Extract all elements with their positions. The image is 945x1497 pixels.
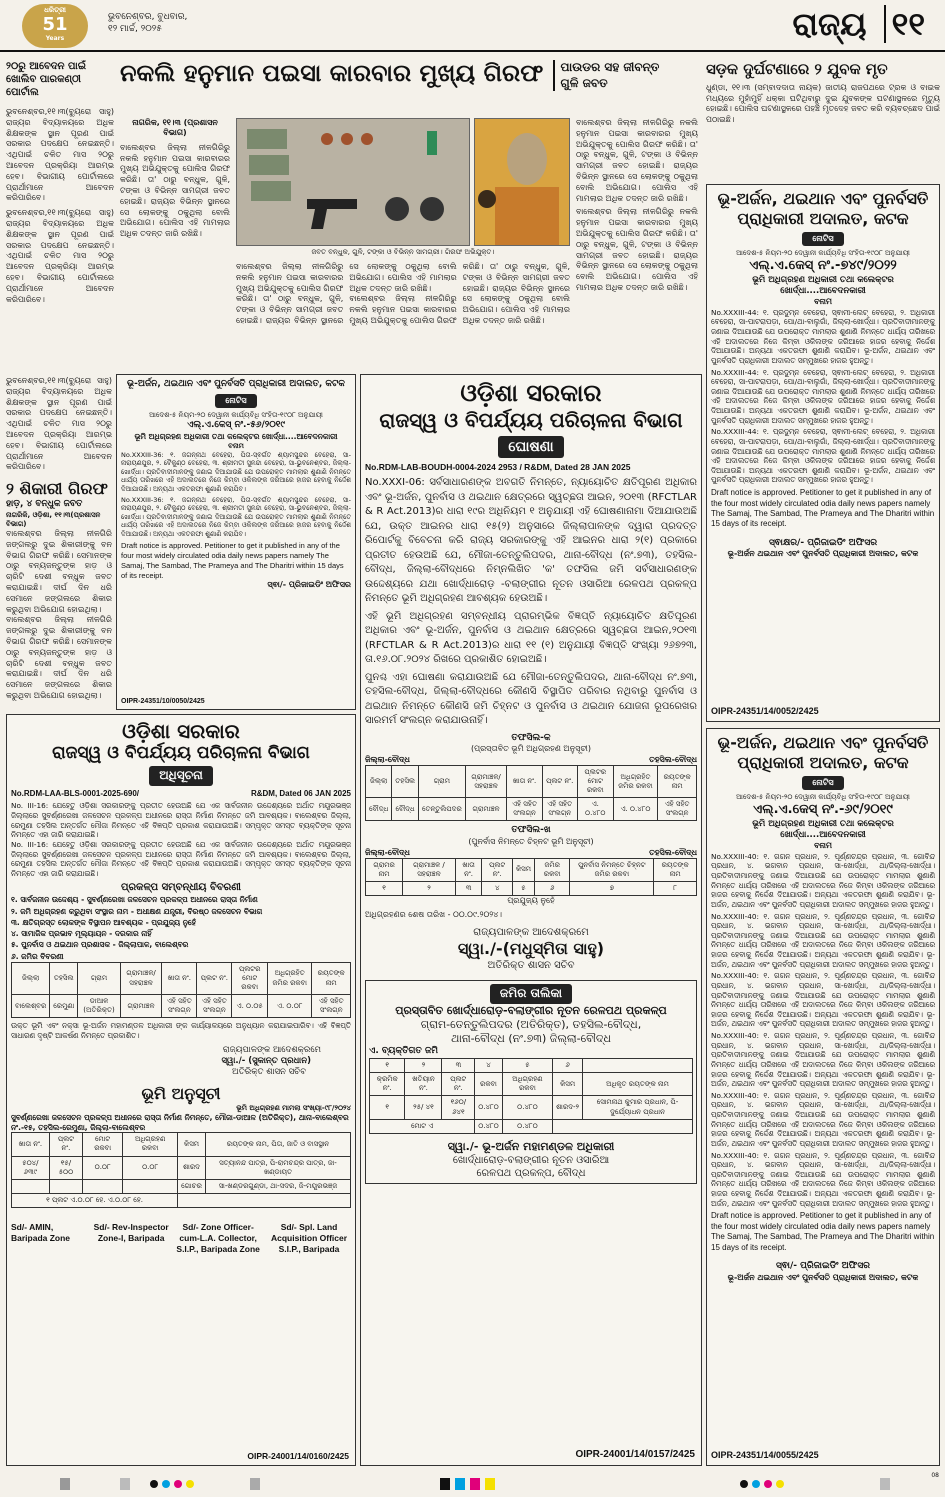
photo-caption: ଜବତ ବନ୍ଧୁକ, ଗୁଳି, ଟଙ୍କା ଓ ବିଭିନ୍ନ ସାମଗ୍ରୀ। ଗିରଫ ଅଭିଯୁକ୍ତ। bbox=[311, 248, 495, 256]
pistol-icon bbox=[307, 199, 357, 229]
table-header bbox=[12, 1133, 351, 1156]
schedule-table bbox=[11, 1132, 351, 1208]
adhisuchana-ref-right: R&DM, Dated 06 JAN 2025 bbox=[250, 788, 351, 798]
main-story-col-right bbox=[576, 118, 698, 372]
col-header: ଗ୍ରାମ bbox=[418, 766, 465, 798]
notice2-rule: ଆଦେଶ-୫ ନିୟମ-୨୦ ଦେୱାନୀ କାର୍ଯ୍ୟବିଧି ସଂହିତା-୧୯୦୮ ଅନୁଯାୟୀ bbox=[736, 793, 910, 802]
court-notice-2 bbox=[706, 728, 940, 1466]
notice2-body: No.XXXIII-40: ୧. ଗଗନ ପ୍ରଧାନ, ୨. ପୂର୍ଣ୍ଣଚନ୍ଦ୍ର ପ୍ରଧାନ, ୩. ଗୋବିନ୍ଦ ପ୍ରଧାନ, ୪. ଭଗବାନ ପ୍ରଧାନ, ସା-ଖୋର୍ଦ୍ଧା, ଥା/ଜିଲ୍ଲା-ଖୋର୍ଦ୍ଧା। ପ୍ରତିବାଦୀମାନଙ୍କୁ ଜଣାଇ ଦିଆଯାଉଛି ଯେ ଉପରୋକ୍ତ ମାମଲାର ଶୁଣାଣି ନିମନ୍ତେ ଧାର୍ଯ୍ୟ ତାରିଖରେ ଏହି ଅଦାଲତରେ ନିଜେ କିମ୍ବା ଓକିଲଙ୍କ ଜରିଆରେ ହାଜର ହେବାକୁ ନିର୍ଦ୍ଦେଶ ଦିଆଯାଉଛି। ଅନ୍ୟଥା ଏକତରଫା ଶୁଣାଣି କରାଯିବ। ଭୂ-ଅର୍ଜନ, ଥଇଥାନ ଏବଂ ପୁନର୍ବସତି ପ୍ରାଧିକାରୀ ଅଦାଲତ ସମ୍ମୁଖରେ ହାଜର ହୁଅନ୍ତୁ। bbox=[711, 851, 935, 909]
notice1-case: ଏଲ୍.ଏ.କେସ୍ ନଂ.-୭୪୯/୨୦୨୨ bbox=[749, 258, 897, 274]
notice1-english: Draft notice is approved. Petitioner to get it published in any of the four most widely circulated odia daily news papers namely The Samaj, The Sambad, The Prameya and The Dharitri within 15 days of its receipt. bbox=[711, 488, 935, 529]
col-header: ପ୍ଲଟର ମୋଟ ରକବା bbox=[232, 962, 268, 994]
col-number: ୨ bbox=[405, 1059, 442, 1073]
notice1-badge: ନୋଟିସ bbox=[802, 232, 843, 246]
table-cell: ୦.୪୮୦ bbox=[475, 1096, 503, 1119]
notice3-badge: ନୋଟିସ bbox=[215, 394, 256, 408]
col-header: ଖାତା ନଂ. bbox=[162, 962, 197, 994]
yellow-swatch bbox=[485, 1478, 495, 1490]
main-story-col1 bbox=[120, 118, 230, 372]
section-title bbox=[793, 4, 925, 46]
jami-sig3: ରେଳପଥ ପ୍ରକଳ୍ପ, ବୌଦ୍ଧ bbox=[476, 1168, 586, 1180]
jami-sig1: ସ୍ୱା./- ଭୂ-ଅର୍ଜନ ମହାମଣ୍ଡଳ ଅଧିକାରୀ bbox=[447, 1139, 615, 1153]
magenta-dot bbox=[174, 1480, 182, 1488]
list-item: ୧. ସାର୍ବଜନୀନ ଉଦ୍ଦେଶ୍ୟ - ସୁବର୍ଣ୍ଣରେଖା ଜଳସେଚନ ପ୍ରକଳ୍ପ ଅଧୀନରେ ରାସ୍ତା ନିର୍ମାଣ bbox=[11, 895, 258, 905]
print-registration-strip bbox=[0, 1470, 945, 1497]
adhisuchana-badge: ଅଧିସୂଚନା bbox=[149, 766, 213, 786]
list-item: ୬. ଜମିର ବିବରଣୀ bbox=[11, 951, 64, 961]
adhisuchana-signer: ସ୍ୱା./- (ସୁକାନ୍ତ ପ୍ରଧାନ) bbox=[221, 1055, 311, 1066]
notice2-sig1: ସ୍ଵା/- ପ୍ରିଜାଇଡିଂ ଅଫିସର bbox=[775, 1260, 871, 1271]
hunters-deck: ହାଡ଼, ୪ ବନ୍ଧୁକ ଜବତ bbox=[6, 499, 83, 510]
adhisuchana-dept: ରାଜସ୍ୱ ଓ ବିପର୍ଯ୍ୟୟ ପରିଚାଳନା ବିଭାଗ bbox=[52, 743, 310, 763]
col-header: ପ୍ଲଟ ନଂ. bbox=[197, 962, 232, 994]
ghoshana-ref: No.RDM-LAB-BOUDH-0004-2024 2953 / R&DM, Dated 28 JAN 2025 bbox=[365, 461, 631, 472]
dateline-city: ଭୁବନେଶ୍ବର, ବୁଧବାର, bbox=[108, 12, 188, 22]
table-row bbox=[12, 1179, 351, 1193]
tafsil-kha-tahasil: ତହସିଲ-ବୌଦ୍ଧ bbox=[649, 847, 697, 857]
notice3-case: ଏଲ୍.ଏ.କେସ୍ ନଂ.-୫୬/୨୦୧୯ bbox=[187, 420, 285, 431]
section-name: ରାଜ୍ୟ bbox=[792, 5, 867, 43]
ghoshana-notice bbox=[360, 374, 702, 1466]
ghoshana-deadline: ଅଧିଗ୍ରହଣର ଶେଷ ତାରିଖ - ୦୦.୦୯.୨୦୨୪। bbox=[365, 909, 502, 919]
court-notice-3 bbox=[116, 374, 356, 710]
col-header: ଅଧିଗ୍ରହିତ ଜମିର ରକବା bbox=[268, 962, 312, 994]
table-cell: ୧୫/ ୫୦୦ bbox=[49, 1156, 82, 1179]
seized-items-illustration bbox=[237, 119, 469, 245]
adhisuchana-items bbox=[11, 894, 351, 962]
adhisuchana-body: No. III-16: ଯେହେତୁ ଓଡ଼ିଶା ସରକାରଙ୍କୁ ପ୍ରତୀତ ହେଉଅଛି ଯେ ଏକ ସାର୍ବଜନୀନ ଉଦ୍ଦେଶ୍ୟରେ ଅର୍ଥାତ ମୟୂରଭଞ୍ଜ ଜିଲ୍ଲାରେ ସୁବର୍ଣ୍ଣରେଖା ଜଳସେଚନ ପ୍ରକଳ୍ପ ଅଧୀନରେ ରାସ୍ତା ନିର୍ମାଣ ନିମନ୍ତେ ଜମି ଆବଶ୍ୟକ। ବାଲେଶ୍ବର ଜିଲ୍ଲା, ରେମୁଣା ତହସିଲ ଅନ୍ତର୍ଗତ ମୌଜା ନିମନ୍ତେ ଏହି ବିଜ୍ଞପ୍ତି ପ୍ରକାଶ କରାଯାଉଅଛି। ସମ୍ପୃକ୍ତ ସମସ୍ତ ବ୍ୟକ୍ତିଙ୍କ ସୂଚନା ନିମନ୍ତେ ଏହା ଜାରି କରାଯାଇଛି। bbox=[11, 801, 351, 840]
table-cell: ୨୫/ ୪୧ bbox=[405, 1096, 442, 1119]
table-row bbox=[370, 1096, 693, 1119]
tafsil-kha-title: ତଫସିଲ-ଖ bbox=[511, 825, 551, 836]
list-item: ୫. ପୁନର୍ବାସ ଓ ଥଇଥାନ ପ୍ରଶାସକ - ଜିଲ୍ଲାପାଳ, ବାଲେଶ୍ବର bbox=[11, 940, 189, 950]
adhisuchana-notice bbox=[6, 714, 356, 1466]
portal-body-cont: ଭୁବନେଶ୍ବର,୧୧।୩(ବ୍ୟୁରୋ ସାହୁ) ରାଜ୍ୟର ବିଦ୍ୟାଳୟରେ ଅଧିକ ଶିକ୍ଷକଙ୍କ ସ୍ଥାନ ପୂରଣ ପାଇଁ ସରକାର ପଦକ୍ଷେପ ନେଇଛନ୍ତି। ଏଥିପାଇଁ ଚଳିତ ମାସ ୨୦ରୁ ଆବେଦନ ପ୍ରକ୍ରିୟା ଆରମ୍ଭ ହେବ। ବିଭାଗୀୟ ପୋର୍ଟାଲରେ ପ୍ରାର୍ଥୀମାନେ ଆବେଦନ କରିପାରିବେ। bbox=[6, 208, 114, 304]
main-dateline: ନାଗରିକ, ୧୧।୩ (ପ୍ରଶାସନ ବିଭାଗ) bbox=[132, 118, 218, 138]
table-cell: ୫୦୪/ ୬୩୯ bbox=[12, 1156, 50, 1179]
notice2-body-cont2: No.XXXIII-40: ୧. ଗଗନ ପ୍ରଧାନ, ୨. ପୂର୍ଣ୍ଣଚନ୍ଦ୍ର ପ୍ରଧାନ, ୩. ଗୋବିନ୍ଦ ପ୍ରଧାନ, ୪. ଭଗବାନ ପ୍ରଧାନ, ସା-ଖୋର୍ଦ୍ଧା, ଥା/ଜିଲ୍ଲା-ଖୋର୍ଦ୍ଧା। ପ୍ରତିବାଦୀମାନଙ୍କୁ ଜଣାଇ ଦିଆଯାଉଛି ଯେ ଉପରୋକ୍ତ ମାମଲାର ଶୁଣାଣି ନିମନ୍ତେ ଧାର୍ଯ୍ୟ ତାରିଖରେ ଏହି ଅଦାଲତରେ ନିଜେ କିମ୍ବା ଓକିଲଙ୍କ ଜରିଆରେ ହାଜର ହେବାକୁ ନିର୍ଦ୍ଦେଶ ଦିଆଯାଉଛି। ଅନ୍ୟଥା ଏକତରଫା ଶୁଣାଣି କରାଯିବ। ଭୂ-ଅର୍ଜନ, ଥଇଥାନ ଏବଂ ପୁନର୍ବସତି ପ୍ରାଧିକାରୀ ଅଦାଲତ ସମ୍ମୁଖରେ ହାଜର ହୁଅନ୍ତୁ। bbox=[711, 971, 935, 1029]
main-story-cols bbox=[236, 262, 570, 372]
tafsil-ka-table bbox=[365, 765, 697, 821]
tafsil-ka-sub: (ପ୍ରସ୍ତାବିତ ଭୂମି ଅଧିଗ୍ରହଣ ଅନୁସୂଚୀ) bbox=[470, 744, 592, 754]
seized-items-photo bbox=[236, 118, 470, 246]
notice1-versus: ବନାମ bbox=[814, 297, 832, 307]
coin bbox=[361, 133, 373, 145]
notice2-title-2: ପ୍ରାଧିକାରୀ ଅଦାଲତ, କଟକ bbox=[737, 753, 909, 772]
table-cell: ଏହି ସହିତ ସଂଲଗ୍ନ bbox=[542, 798, 577, 821]
table-cell: ୪ bbox=[482, 882, 513, 896]
adhisuchana-subhead: ପ୍ରକଳ୍ପ ସମ୍ବନ୍ଧୀୟ ବିବରଣୀ bbox=[121, 882, 241, 894]
col-header: ଅଧିଗ୍ରହଣ ରକବା bbox=[123, 1133, 178, 1156]
table-cell: ସତ୍ୟାନନ୍ଦ ପାତ୍ର, ପି-ରାମଚନ୍ଦ୍ର ପାତ୍ର, ଜା-ଖଣ୍ଡାୟତ bbox=[205, 1156, 350, 1179]
notice3-sig: ସ୍ଵା/- ପ୍ରିଜାଇଡିଂ ଅଫିସର bbox=[267, 580, 351, 590]
col-header: ଗ୍ରାମର ନାମ bbox=[366, 858, 403, 881]
adhisuchana-code: OIPR-24001/14/0160/2425 bbox=[247, 1450, 349, 1461]
tafsil-ka-title: ତଫସିଲ-କ bbox=[511, 732, 551, 743]
col-header: କିସମ bbox=[553, 1073, 583, 1096]
tafsil-kha-district: ଜିଲ୍ଲା-ବୌଦ୍ଧ bbox=[365, 847, 410, 857]
hunters-headline: ୨ ଶିକାରୀ ଗିରଫ bbox=[6, 479, 108, 499]
adhisuchana-closing: ଉକ୍ତ ଭୂମି ଏବଂ ନକ୍ସା ଭୂ-ଅର୍ଜନ ମହାମଣ୍ଡଳ ଅଧିକାରୀ ଙ୍କ କାର୍ଯ୍ୟାଳୟରେ ଅନୁଧ୍ୟାନ କରାଯାଇପାରିବ। ଏହି ବିଜ୍ଞପ୍ତି ସାଧାରଣ ଦୃଷ୍ଟି ଆକର୍ଷଣ ନିମନ୍ତେ ପ୍ରକାଶିତ। bbox=[11, 1021, 351, 1040]
accident-story bbox=[706, 60, 940, 182]
tafsil-ka-labels bbox=[365, 755, 697, 765]
logo-number: 51 bbox=[42, 14, 68, 36]
table-cell: ବାଲେଶ୍ବର bbox=[12, 995, 50, 1018]
page-header bbox=[0, 0, 945, 52]
adhisuchana-body-cont: No. III-16: ଯେହେତୁ ଓଡ଼ିଶା ସରକାରଙ୍କୁ ପ୍ରତୀତ ହେଉଅଛି ଯେ ଏକ ସାର୍ବଜନୀନ ଉଦ୍ଦେଶ୍ୟରେ ଅର୍ଥାତ ମୟୂରଭଞ୍ଜ ଜିଲ୍ଲାରେ ସୁବର୍ଣ୍ଣରେଖା ଜଳସେଚନ ପ୍ରକଳ୍ପ ଅଧୀନରେ ରାସ୍ତା ନିର୍ମାଣ ନିମନ୍ତେ ଜମି ଆବଶ୍ୟକ। ବାଲେଶ୍ବର ଜିଲ୍ଲା, ରେମୁଣା ତହସିଲ ଅନ୍ତର୍ଗତ ମୌଜା ନିମନ୍ତେ ଏହି ବିଜ୍ଞପ୍ତି ପ୍ରକାଶ କରାଯାଉଅଛି। ସମ୍ପୃକ୍ତ ସମସ୍ତ ବ୍ୟକ୍ତିଙ୍କ ସୂଚନା ନିମନ୍ତେ ଏହା ଜାରି କରାଯାଇଛି। bbox=[11, 839, 351, 878]
notice1-body-cont2: No.XXXIII-44: ୧. ପ୍ରଦୁମ୍ନ ବେହେରା, ସ୍ଵାମୀ-ଲେଟ୍ ବେହେରା, ୨. ଅଧିକାରୀ ବେହେରା, ସା-ପାଟରାପଡ଼ା, ପୋ/ଥା-ବାଲୁଗାଁ, ଜିଲ୍ଲା-ଖୋର୍ଦ୍ଧା। ପ୍ରତିବାଦୀମାନଙ୍କୁ ଜଣାଇ ଦିଆଯାଉଛି ଯେ ଉପରୋକ୍ତ ମାମଲାର ଶୁଣାଣି ନିମନ୍ତେ ଧାର୍ଯ୍ୟ ତାରିଖରେ ଏହି ଅଦାଲତରେ ନିଜେ କିମ୍ବା ଓକିଲଙ୍କ ଜରିଆରେ ହାଜର ହେବାକୁ ନିର୍ଦ୍ଦେଶ ଦିଆଯାଉଛି। ଅନ୍ୟଥା ଏକତରଫା ଶୁଣାଣି କରାଯିବ। ଭୂ-ଅର୍ଜନ, ଥଇଥାନ ଏବଂ ପୁନର୍ବସତି ପ୍ରାଧିକାରୀ ଅଦାଲତ ସମ୍ମୁଖରେ ହାଜର ହୁଅନ୍ତୁ। bbox=[711, 427, 935, 485]
total-label: ମୋଟ ଏ bbox=[370, 1119, 475, 1133]
col-header: ଗ୍ରାମାଞ୍ଚଳ/ ସହରାଞ୍ଚଳ bbox=[465, 766, 507, 798]
table-cell: ଏହି ସହିତ ସଂଲଗ୍ନ bbox=[162, 995, 197, 1018]
total-cell: ୦.୪୮୦ bbox=[502, 1119, 552, 1133]
ghoshana-signer-title: ଅତିରିକ୍ତ ଶାସନ ସଚିବ bbox=[487, 960, 575, 971]
cyan-swatch bbox=[455, 1478, 465, 1490]
tafsil-kha-sub: (ପୁନର୍ବାସ ନିମନ୍ତେ ଚିହ୍ନଟ ଭୂମି ଅନୁସୂଚୀ) bbox=[468, 837, 594, 847]
col-header: ଖାତା ନଂ. bbox=[455, 858, 482, 881]
table-cell: ୩ bbox=[455, 882, 482, 896]
masked-head bbox=[507, 133, 547, 185]
notice2-title-1: ଭୂ-ଅର୍ଜନ, ଥଇଥାନ ଏବଂ ପୁନର୍ବସତି bbox=[717, 733, 929, 752]
col-header: କିସମ bbox=[178, 1133, 206, 1156]
grey-swatch bbox=[60, 1478, 70, 1490]
table-cell: ୦.୦୮ bbox=[83, 1156, 123, 1179]
ghoshana-body-2: ଏହି ଭୂମି ଅଧିଗ୍ରହଣ ସମ୍ବନ୍ଧୀୟ ପ୍ରାରମ୍ଭିକ ବିଜ୍ଞପ୍ତି ନ୍ୟାୟୋଚିତ କ୍ଷତିପୂରଣ ଅଧିକାର ଏବଂ ଭୂ-ଅର୍ଜନ, ପୁନର୍ବାସ ଓ ଥଇଥାନ କ୍ଷେତ୍ରରେ ସ୍ୱଚ୍ଛତା ଆଇନ,୨୦୧୩ (RFCTLAR & R Act.2013)ର ଧାରା ୧୧ (୧) ଅନୁଯାୟୀ ବିଜ୍ଞପ୍ତି ସଂଖ୍ୟା ୨୬୭୨୩, ତା.୧୬.୦୮.୨୦୨୪ ରିଖରେ ପ୍ରକାଶିତ ହୋଇଅଛି। bbox=[365, 610, 697, 666]
ghoshana-badge: ଘୋଷଣା bbox=[498, 436, 563, 458]
col-number: ୩ bbox=[442, 1059, 475, 1073]
accident-headline: ସଡ଼କ ଦୁର୍ଘଟଣାରେ ୨ ଯୁବକ ମୃତ bbox=[706, 60, 888, 78]
notice3-versus: ବନାମ bbox=[228, 441, 244, 450]
notice1-title-1: ଭୂ-ଅର୍ଜନ, ଥଇଥାନ ଏବଂ ପୁନର୍ବସତି bbox=[717, 189, 929, 208]
black-swatch bbox=[440, 1478, 450, 1490]
table-cell: ସୋମନାଥ କୁମାର ପ୍ରଧାନ, ପି-ଦୁର୍ଯ୍ୟୋଧନ ପ୍ରଧାନ bbox=[583, 1096, 693, 1119]
schedule-sub: ଭୂମି ଅଧିଗ୍ରହଣ ମାମଲା ସଂଖ୍ୟା-୯୮/୨୦୨୪ bbox=[236, 1103, 351, 1112]
col-header: ଜମିର ରକବା bbox=[534, 858, 569, 881]
list-item: ୪. ସାମାଜିକ ପ୍ରଭାବ ମୂଲ୍ୟାୟନ - ଦରକାର ନାହିଁ bbox=[11, 929, 152, 939]
shirt bbox=[495, 187, 559, 245]
col-header: କିସମ bbox=[512, 858, 534, 881]
col-header: ଖତିୟାନ ନଂ. bbox=[405, 1073, 442, 1096]
adhisuchana-signatures bbox=[11, 1222, 351, 1255]
notice1-parties: ଭୂମି ଅଧିଗ୍ରହଣ ଅଧିକାରୀ ତଥା କଲେକ୍ଟର ଖୋର୍ଦ୍ଧା....ଆବେଦନକାରୀ bbox=[752, 275, 894, 297]
bottle bbox=[427, 131, 437, 155]
col-header: ପ୍ଲଟ ନଂ. bbox=[49, 1133, 82, 1156]
tafsil-kha-table bbox=[365, 858, 697, 896]
table-cell: ଏ. ୦.୦୫ bbox=[232, 995, 268, 1018]
notice2-body-cont: No.XXXIII-40: ୧. ଗଗନ ପ୍ରଧାନ, ୨. ପୂର୍ଣ୍ଣଚନ୍ଦ୍ର ପ୍ରଧାନ, ୩. ଗୋବିନ୍ଦ ପ୍ରଧାନ, ୪. ଭଗବାନ ପ୍ରଧାନ, ସା-ଖୋର୍ଦ୍ଧା, ଥା/ଜିଲ୍ଲା-ଖୋର୍ଦ୍ଧା। ପ୍ରତିବାଦୀମାନଙ୍କୁ ଜଣାଇ ଦିଆଯାଉଛି ଯେ ଉପରୋକ୍ତ ମାମଲାର ଶୁଣାଣି ନିମନ୍ତେ ଧାର୍ଯ୍ୟ ତାରିଖରେ ଏହି ଅଦାଲତରେ ନିଜେ କିମ୍ବା ଓକିଲଙ୍କ ଜରିଆରେ ହାଜର ହେବାକୁ ନିର୍ଦ୍ଦେଶ ଦିଆଯାଉଛି। ଅନ୍ୟଥା ଏକତରଫା ଶୁଣାଣି କରାଯିବ। ଭୂ-ଅର୍ଜନ, ଥଇଥାନ ଏବଂ ପୁନର୍ବସତି ପ୍ରାଧିକାରୀ ଅଦାଲତ ସମ୍ମୁଖରେ ହାଜର ହୁଅନ୍ତୁ। bbox=[711, 911, 935, 969]
portal-news bbox=[6, 60, 114, 372]
table-cell bbox=[49, 1179, 82, 1193]
table-header bbox=[366, 766, 697, 798]
ghoshana-dept: ରାଜସ୍ୱ ଓ ବିପର୍ଯ୍ୟୟ ପରିଚାଳନା ବିଭାଗ bbox=[379, 407, 683, 432]
magenta-swatch bbox=[470, 1478, 480, 1490]
table-row bbox=[12, 1156, 351, 1179]
table-cell: ଗୋଚର bbox=[178, 1179, 206, 1193]
main-body-2: ବାଲେଶ୍ବର ଜିଲ୍ଲା ନୀଳଗିରିରୁ ନକଲି ହନୁମାନ ପଇସା କାରବାରର ମୁଖ୍ୟ ଅଭିଯୁକ୍ତକୁ ପୋଲିସ ଗିରଫ କରିଛି। ତା' ଠାରୁ ବନ୍ଧୁକ, ଗୁଳି, ଟଙ୍କା ଓ ବିଭିନ୍ନ ସାମଗ୍ରୀ ଜବତ ହୋଇଛି। ରାଜ୍ୟର ବିଭିନ୍ନ ସ୍ଥାନରେ ସେ ଲୋକଙ୍କୁ ଠକୁଥିଲା ବୋଲି ଅଭିଯୋଗ। ପୋଲିସ ଏହି ମାମଲାର ଅଧିକ ତଦନ୍ତ ଜାରି ରଖିଛି। bbox=[236, 262, 457, 325]
notice3-title: ଭୂ-ଅର୍ଜନ, ଥଇଥାନ ଏବଂ ପୁନର୍ବସତି ପ୍ରାଧିକାରୀ ଅଦାଲତ, କଟକ bbox=[127, 379, 345, 389]
notice2-code: OIPR-24351/14/0055/2425 bbox=[711, 1450, 819, 1461]
cash-bundle bbox=[247, 129, 287, 149]
schedule-line: ସୁବର୍ଣ୍ଣରେଖା ଜଳସେଚନ ପ୍ରକଳ୍ପ ଅଧୀନରେ ରାସ୍ତା ନିର୍ମାଣ ନିମନ୍ତେ, ମୌଜା-ଡାଆଳ (ଅତିରିକ୍ତ), ଥାନା-ବାଲେଶ୍ବର ନଂ.-୧୫, ତହସିଲ-ରେମୁଣା, ଜିଲ୍ଲା-ବାଲେଶ୍ବର bbox=[11, 1112, 349, 1132]
main-deck: ପାଉଡର ସହ ଜୀବନ୍ତ ଗୁଳି ଜବତ bbox=[553, 60, 673, 91]
table-cell: ୧୬୦/ ୬୪୧ bbox=[442, 1096, 475, 1119]
total-cell: ୧ ପ୍ଲଟ ଏ.୦.୦୮ ହେ. ଏ.୦.୦୮ ହେ. bbox=[12, 1193, 178, 1207]
table-cell: ଏହି ସହିତ ସଂଲଗ୍ନ bbox=[312, 995, 351, 1018]
court-notice-1 bbox=[706, 184, 940, 722]
sign-block: Sd/- AMIN, Baripada Zone bbox=[11, 1221, 71, 1243]
notice3-parties: ଭୂମି ଅଧିଗ୍ରହଣ ଅଧିକାରୀ ତଥା କଲେକ୍ଟର ଖୋର୍ଦ୍ଧା....ଆବେଦନକାରୀ bbox=[134, 431, 338, 441]
col-header: ପ୍ଲଟ ନଂ. bbox=[482, 858, 513, 881]
page-mark: 08 bbox=[931, 1472, 939, 1479]
page-number: ୧୧ bbox=[891, 5, 925, 43]
col-header: ରୟତଙ୍କ ନାମ bbox=[312, 962, 351, 994]
col-header: ରୟତଙ୍କ ନାମ, ପିତା, ଜାତି ଓ ବାସସ୍ଥାନ bbox=[205, 1133, 350, 1156]
col-header: ଅଧିକୃତ ରୟତଙ୍କ ନାମ bbox=[583, 1073, 693, 1096]
table-cell bbox=[178, 1193, 351, 1207]
notice1-body: No.XXXIII-44: ୧. ପ୍ରଦୁମ୍ନ ବେହେରା, ସ୍ଵାମୀ-ଲେଟ୍ ବେହେରା, ୨. ଅଧିକାରୀ ବେହେରା, ସା-ପାଟରାପଡ଼ା, ପୋ/ଥା-ବାଲୁଗାଁ, ଜିଲ୍ଲା-ଖୋର୍ଦ୍ଧା। ପ୍ରତିବାଦୀମାନଙ୍କୁ ଜଣାଇ ଦିଆଯାଉଛି ଯେ ଉପରୋକ୍ତ ମାମଲାର ଶୁଣାଣି ନିମନ୍ତେ ଧାର୍ଯ୍ୟ ତାରିଖରେ ଏହି ଅଦାଲତରେ ନିଜେ କିମ୍ବା ଓକିଲଙ୍କ ଜରିଆରେ ହାଜର ହେବାକୁ ନିର୍ଦ୍ଦେଶ ଦିଆଯାଉଛି। ଅନ୍ୟଥା ଏକତରଫା ଶୁଣାଣି କରାଯିବ। ଭୂ-ଅର୍ଜନ, ଥଇଥାନ ଏବଂ ପୁନର୍ବସତି ପ୍ରାଧିକାରୀ ଅଦାଲତ ସମ୍ମୁଖରେ ହାଜର ହୁଅନ୍ତୁ। bbox=[711, 307, 935, 365]
col-number: ୧ bbox=[370, 1059, 405, 1073]
col-number: ୫ bbox=[502, 1059, 552, 1073]
ghoshana-body-1: No.XXXI-06: ସର୍ବସାଧାରଣଙ୍କ ଅବଗତି ନିମନ୍ତେ, ନ୍ୟାୟୋଚିତ କ୍ଷତିପୂରଣ ଅଧିକାର ଏବଂ ଭୂ-ଅର୍ଜନ, ପୁନର୍ବାସ ଓ ଥଇଥାନ କ୍ଷେତ୍ରରେ ସ୍ୱଚ୍ଛତା ଆଇନ, ୨୦୧୩ (RFCTLAR & R Act.2013)ର ଧାରା ୧୯ର ଅଧିନିୟମ ୧ ଅନୁଯାୟୀ ଏହି ଘୋଷଣାନାମା ଦିଆଯାଉଅଛି ଯେ, ଉକ୍ତ ଆଇନର ଧାରା ୧୫(୨) ଅନୁସାରେ ଜିଲ୍ଲାପାଳଙ୍କ ଦ୍ୱାରା ପ୍ରଦତ୍ତ ରିପୋର୍ଟକୁ ବିବେଚନା କରି ରାଜ୍ୟ ସରକାରଙ୍କୁ ଏହି ଆଇନର ଧାରା ୨(୧) ପ୍ରକାରେ ପ୍ରତୀତ ହେଉଅଛି ଯେ, ମୌଜା-ତେନ୍ତୁଲିପଦର, ଥାନା-ବୌଦ୍ଧ (ନଂ.୭୩), ତହସିଲ-ବୌଦ୍ଧ, ଜିଲ୍ଲା-ବୌଦ୍ଧରେ ନିମ୍ନଲିଖିତ 'କ' ତଫସିଲ ଜମି ସର୍ବସାଧାରଣଙ୍କ ଉଦ୍ଦେଶ୍ୟରେ ଯଥା ଖୋର୍ଦ୍ଧାରୋଡ଼ -ବଲାଙ୍ଗୀର ନୂତନ ଓସାରିଆ ରେଳପଥ ପ୍ରକଳ୍ପ ନିମନ୍ତେ ଭୂମି ଅଧିଗ୍ରହଣ ଆବଶ୍ୟକ ହେଉଅଛି। bbox=[365, 477, 697, 605]
jami-thana: ଥାନା-ବୌଦ୍ଧ (ନଂ.୭୩) ଜିଲ୍ଲା-ବୌଦ୍ଧ bbox=[451, 1032, 611, 1046]
portal-body: ଭୁବନେଶ୍ବର,୧୧।୩(ବ୍ୟୁରୋ ସାହୁ) ରାଜ୍ୟର ବିଦ୍ୟାଳୟରେ ଅଧିକ ଶିକ୍ଷକଙ୍କ ସ୍ଥାନ ପୂରଣ ପାଇଁ ସରକାର ପଦକ୍ଷେପ ନେଇଛନ୍ତି। ଏଥିପାଇଁ ଚଳିତ ମାସ ୨୦ରୁ ଆବେଦନ ପ୍ରକ୍ରିୟା ଆରମ୍ଭ ହେବ। ବିଭାଗୀୟ ପୋର୍ଟାଲରେ ପ୍ରାର୍ଥୀମାନେ ଆବେଦନ କରିପାରିବେ। bbox=[6, 107, 114, 203]
table-cell: ଏ. ୦.୪୮୦ bbox=[577, 798, 613, 821]
ghoshana-order: ରାଜ୍ୟପାଳଙ୍କ ଆଦେଶକ୍ରମେ bbox=[473, 927, 589, 938]
notice2-badge: ନୋଟିସ bbox=[802, 776, 843, 790]
col-header: ରୟତଙ୍କ ନାମ bbox=[658, 766, 697, 798]
yellow-dot bbox=[186, 1480, 194, 1488]
table-cell: ଶାରଦ-୨ bbox=[553, 1096, 583, 1119]
main-body-1: ବାଲେଶ୍ବର ଜିଲ୍ଲା ନୀଳଗିରିରୁ ନକଲି ହନୁମାନ ପଇସା କାରବାରର ମୁଖ୍ୟ ଅଭିଯୁକ୍ତକୁ ପୋଲିସ ଗିରଫ କରିଛି। ତା' ଠାରୁ ବନ୍ଧୁକ, ଗୁଳି, ଟଙ୍କା ଓ ବିଭିନ୍ନ ସାମଗ୍ରୀ ଜବତ ହୋଇଛି। ରାଜ୍ୟର ବିଭିନ୍ନ ସ୍ଥାନରେ ସେ ଲୋକଙ୍କୁ ଠକୁଥିଲା ବୋଲି ଅଭିଯୋଗ। ପୋଲିସ ଏହି ମାମଲାର ଅଧିକ ତଦନ୍ତ ଜାରି ରଖିଛି। bbox=[120, 142, 230, 239]
notice3-body: No.XXXIII-36: ୧. ଜଗନ୍ନାଥ ବେହେରା, ପିତା-ସ୍ଵର୍ଗତ ଶ୍ୟାମସୁନ୍ଦର ବେହେରା, ସା-ନାରାୟଣପୁର, ୨. ବୈକୁଣ୍ଠ ବେହେରା, ୩. ଶ୍ରୀମତୀ ସୁନନ୍ଦା ବେହେରା, ସା-ଭୁବନେଶ୍ବର, ଜିଲ୍ଲା-ଖୋର୍ଦ୍ଧା। ପ୍ରତିବାଦୀମାନଙ୍କୁ ଜଣାଇ ଦିଆଯାଉଛି ଯେ ଉପରୋକ୍ତ ମାମଲାର ଶୁଣାଣି ନିମନ୍ତେ ଧାର୍ଯ୍ୟ ତାରିଖରେ ଏହି ଅଦାଲତରେ ନିଜେ କିମ୍ବା ଓକିଲଙ୍କ ଜରିଆରେ ହାଜର ହେବାକୁ ନିର୍ଦ୍ଦେଶ ଦିଆଯାଉଛି। ଅନ୍ୟଥା ଏକତରଫା ଶୁଣାଣି କରାଯିବ। bbox=[121, 450, 351, 494]
notice3-body-cont: No.XXXIII-36: ୧. ଜଗନ୍ନାଥ ବେହେରା, ପିତା-ସ୍ଵର୍ଗତ ଶ୍ୟାମସୁନ୍ଦର ବେହେରା, ସା-ନାରାୟଣପୁର, ୨. ବୈକୁଣ୍ଠ ବେହେରା, ୩. ଶ୍ରୀମତୀ ସୁନନ୍ଦା ବେହେରା, ସା-ଭୁବନେଶ୍ବର, ଜିଲ୍ଲା-ଖୋର୍ଦ୍ଧା। ପ୍ରତିବାଦୀମାନଙ୍କୁ ଜଣାଇ ଦିଆଯାଉଛି ଯେ ଉପରୋକ୍ତ ମାମଲାର ଶୁଣାଣି ନିମନ୍ତେ ଧାର୍ଯ୍ୟ ତାରିଖରେ ଏହି ଅଦାଲତରେ ନିଜେ କିମ୍ବା ଓକିଲଙ୍କ ଜରିଆରେ ହାଜର ହେବାକୁ ନିର୍ଦ୍ଦେଶ ଦିଆଯାଉଛି। ଅନ୍ୟଥା ଏକତରଫା ଶୁଣାଣି କରାଯିବ। bbox=[121, 495, 351, 538]
adhisuchana-signer-title: ଅତିରିକ୍ତ ଶାସନ ସଚିବ bbox=[232, 1066, 306, 1077]
jami-title: ଜମିର ତାଲିକା bbox=[490, 984, 572, 1004]
main-body-4: ବାଲେଶ୍ବର ଜିଲ୍ଲା ନୀଳଗିରିରୁ ନକଲି ହନୁମାନ ପଇସା କାରବାରର ମୁଖ୍ୟ ଅଭିଯୁକ୍ତକୁ ପୋଲିସ ଗିରଫ କରିଛି। ତା' ଠାରୁ ବନ୍ଧୁକ, ଗୁଳି, ଟଙ୍କା ଓ ବିଭିନ୍ନ ସାମଗ୍ରୀ ଜବତ ହୋଇଛି। ରାଜ୍ୟର ବିଭିନ୍ନ ସ୍ଥାନରେ ସେ ଲୋକଙ୍କୁ ଠକୁଥିଲା ବୋଲି ଅଭିଯୋଗ। ପୋଲିସ ଏହି ମାମଲାର ଅଧିକ ତଦନ୍ତ ଜାରି ରଖିଛି। bbox=[576, 118, 698, 203]
adhisuchana-table bbox=[11, 962, 351, 1018]
col-number bbox=[583, 1059, 693, 1073]
col-number: ୬ bbox=[553, 1059, 583, 1073]
sign-block: Sd/- Spl. Land Acquisition Officer S.I.P., Baripada bbox=[271, 1221, 348, 1254]
adhisuchana-ref-left: No.RDM-LAA-BLS-0001-2025-690/ bbox=[11, 788, 140, 798]
table-cell: ୮ bbox=[654, 882, 697, 896]
ghoshana-body-3: ପୁନଶ୍ଚ ଏହା ଘୋଷଣା କରାଯାଉଅଛି ଯେ ମୌଜା-ତେନ୍ତୁଲିପଦର, ଥାନା-ବୌଦ୍ଧ ନଂ.୭୩, ତହସିଲ-ବୌଦ୍ଧ, ଜିଲ୍ଲା-ବୌଦ୍ଧରେ କୌଣସି ବିସ୍ଥାପିତ ପରିବାର ନଥିବାରୁ ପୁନର୍ବାସ ଓ ଥଇଥାନ ନିମନ୍ତେ କୌଣସି ଜମି ଚିହ୍ନଟ ଓ ପୁନର୍ବାସ ଓ ଥଇଥାନ ଯୋଜନା ରୂପରେଖର ସାରମର୍ମ ସଂଲଗ୍ନ କରାଯାଉନାହିଁ। bbox=[365, 671, 697, 727]
disc bbox=[385, 197, 409, 221]
logo-brand: ଧରିତ୍ରୀ bbox=[44, 6, 66, 14]
table-cell: ଏହି ସହିତ ସଂଲଗ୍ନ bbox=[507, 798, 542, 821]
hunters-dateline: ନାଗରିକି, ଓଡ଼ିଶା, ୧୧।୩(ପ୍ରଶାସନ ବିଭାଗ) bbox=[6, 510, 101, 528]
table-total-row bbox=[370, 1119, 693, 1133]
table-header bbox=[370, 1073, 693, 1096]
grey-swatch bbox=[120, 1478, 130, 1490]
table-cell: ବୌଦ୍ଧ bbox=[366, 798, 392, 821]
table-cell: ତେନ୍ତୁଲିପଦର bbox=[418, 798, 465, 821]
sign-block: Sd/- Rev-Inspector Zone-I, Baripada bbox=[93, 1221, 169, 1243]
table-cell: ଏହି ସହିତ ସଂଲଗ୍ନ bbox=[658, 798, 697, 821]
tafsil-kha-note: ପ୍ରଯୁଜ୍ୟ ନୁହେଁ bbox=[507, 896, 555, 906]
accused-photo bbox=[474, 118, 570, 246]
disc bbox=[420, 197, 444, 221]
col-header: ଗ୍ରାମାଞ୍ଚଳ /ସହରାଞ୍ଚଳ bbox=[403, 858, 456, 881]
col-header: ତହସିଲ bbox=[50, 962, 78, 994]
jami-project: ପ୍ରସ୍ତାବିତ ଖୋର୍ଦ୍ଧାରୋଡ଼-ବଲାଙ୍ଗୀର ନୂତନ ରେଳପଥ ପ୍ରକଳ୍ପ bbox=[395, 1003, 667, 1017]
main-headline: ନକଲି ହନୁମାନ ପଇସା କାରବାର ମୁଖ୍ୟ ଗିରଫ bbox=[120, 60, 544, 87]
col-header: ପ୍ଲଟ ନଂ. bbox=[442, 1073, 475, 1096]
jami-list bbox=[365, 980, 697, 1184]
main-body-3: ବାଲେଶ୍ବର ଜିଲ୍ଲା ନୀଳଗିରିରୁ ନକଲି ହନୁମାନ ପଇସା କାରବାରର ମୁଖ୍ୟ ଅଭିଯୁକ୍ତକୁ ପୋଲିସ ଗିରଫ କରିଛି। ତା' ଠାରୁ ବନ୍ଧୁକ, ଗୁଳି, ଟଙ୍କା ଓ ବିଭିନ୍ନ ସାମଗ୍ରୀ ଜବତ ହୋଇଛି। ରାଜ୍ୟର ବିଭିନ୍ନ ସ୍ଥାନରେ ସେ ଲୋକଙ୍କୁ ଠକୁଥିଲା ବୋଲି ଅଭିଯୋଗ। ପୋଲିସ ଏହି ମାମଲାର ଅଧିକ ତଦନ୍ତ ଜାରି ରଖିଛି। bbox=[349, 262, 570, 325]
notice2-body-cont3: No.XXXIII-40: ୧. ଗଗନ ପ୍ରଧାନ, ୨. ପୂର୍ଣ୍ଣଚନ୍ଦ୍ର ପ୍ରଧାନ, ୩. ଗୋବିନ୍ଦ ପ୍ରଧାନ, ୪. ଭଗବାନ ପ୍ରଧାନ, ସା-ଖୋର୍ଦ୍ଧା, ଥା/ଜିଲ୍ଲା-ଖୋର୍ଦ୍ଧା। ପ୍ରତିବାଦୀମାନଙ୍କୁ ଜଣାଇ ଦିଆଯାଉଛି ଯେ ଉପରୋକ୍ତ ମାମଲାର ଶୁଣାଣି ନିମନ୍ତେ ଧାର୍ଯ୍ୟ ତାରିଖରେ ଏହି ଅଦାଲତରେ ନିଜେ କିମ୍ବା ଓକିଲଙ୍କ ଜରିଆରେ ହାଜର ହେବାକୁ ନିର୍ଦ୍ଦେଶ ଦିଆଯାଉଛି। ଅନ୍ୟଥା ଏକତରଫା ଶୁଣାଣି କରାଯିବ। ଭୂ-ଅର୍ଜନ, ଥଇଥାନ ଏବଂ ପୁନର୍ବସତି ପ୍ରାଧିକାରୀ ଅଦାଲତ ସମ୍ମୁଖରେ ହାଜର ହୁଅନ୍ତୁ। bbox=[711, 1031, 935, 1089]
tafsil-ka-district: ଜିଲ୍ଲା-ବୌଦ୍ଧ bbox=[365, 754, 410, 764]
jami-personal: ଏ. ବ୍ୟକ୍ତିଗତ ଜମି bbox=[369, 1046, 438, 1057]
table-cell: ଏ. ୦.୦୮ bbox=[268, 995, 312, 1018]
table-row bbox=[12, 995, 351, 1018]
portal-headline: ୨୦ରୁ ଆବେଦନ ପାଇଁ ଖୋଲିବ ପାରକଣ୍ଠୀ ପୋର୍ଟାଲ bbox=[6, 61, 87, 98]
accused-illustration bbox=[475, 119, 569, 245]
list-item: ୩. କ୍ଷତିଗ୍ରସ୍ତ ଲୋକଙ୍କ ବିସ୍ଥାପନ ଆବଶ୍ୟକ - ପ୍ରଯୁଜ୍ୟ ନୁହେଁ bbox=[11, 917, 197, 927]
table-cell: ଡାଆଳ (ଅତିରିକ୍ତ) bbox=[78, 995, 121, 1018]
notice3-code: OIPR-24351/10/0050/2425 bbox=[121, 697, 205, 705]
list-item: ୨. ଜମି ଅଧିଗ୍ରହଣ କରୁଥିବା ସଂସ୍ଥାର ନାମ - ଅଧୀକ୍ଷଣ ଯନ୍ତ୍ରୀ, ବିରଷ୍ଠ ଜଳସେଚନ ବିଭାଗ bbox=[11, 906, 263, 916]
accident-body: ଧୁଣ୍ଡା, ୧୧।୩ (ସମ୍ବାଦଦାତା ନାୟକ) ଜାତୀୟ ରାଜପଥରେ ଟ୍ରକ ଓ ବାଇକ ମଧ୍ୟରେ ମୁହାଁମୁହିଁ ଧକ୍କା ଘଟିଥିବାରୁ ଦୁଇ ଯୁବକଙ୍କ ଘଟଣାସ୍ଥଳରେ ମୃତ୍ୟୁ ହୋଇଛି। ପୋଲିସ ଘଟଣାସ୍ଥଳରେ ପହଞ୍ଚି ମୃତଦେହ ଜବତ କରି ବ୍ୟବଚ୍ଛେଦ ପାଇଁ ପଠାଇଛି। bbox=[706, 82, 940, 125]
col-header: ଖାତା ନଂ. bbox=[507, 766, 542, 798]
table-cell: ୭ bbox=[570, 882, 654, 896]
col-header: ରୟତଙ୍କ ନାମ bbox=[654, 858, 697, 881]
coin bbox=[341, 133, 353, 145]
cyan-dot bbox=[162, 1480, 170, 1488]
col-header: ଜିଲ୍ଲା bbox=[366, 766, 392, 798]
col-header: ପୁନର୍ବାସ ନିମନ୍ତେ ଚିହ୍ନଟ ଜମିର ରକବା bbox=[570, 858, 654, 881]
table-cell: ଗ୍ରାମାଞ୍ଚଳ bbox=[465, 798, 507, 821]
black-dot bbox=[150, 1480, 158, 1488]
table-cell: ଶାରଦ bbox=[178, 1156, 206, 1179]
table-total-row bbox=[12, 1193, 351, 1207]
notice2-body-cont4: No.XXXIII-40: ୧. ଗଗନ ପ୍ରଧାନ, ୨. ପୂର୍ଣ୍ଣଚନ୍ଦ୍ର ପ୍ରଧାନ, ୩. ଗୋବିନ୍ଦ ପ୍ରଧାନ, ୪. ଭଗବାନ ପ୍ରଧାନ, ସା-ଖୋର୍ଦ୍ଧା, ଥା/ଜିଲ୍ଲା-ଖୋର୍ଦ୍ଧା। ପ୍ରତିବାଦୀମାନଙ୍କୁ ଜଣାଇ ଦିଆଯାଉଛି ଯେ ଉପରୋକ୍ତ ମାମଲାର ଶୁଣାଣି ନିମନ୍ତେ ଧାର୍ଯ୍ୟ ତାରିଖରେ ଏହି ଅଦାଲତରେ ନିଜେ କିମ୍ବା ଓକିଲଙ୍କ ଜରିଆରେ ହାଜର ହେବାକୁ ନିର୍ଦ୍ଦେଶ ଦିଆଯାଉଛି। ଅନ୍ୟଥା ଏକତରଫା ଶୁଣାଣି କରାଯିବ। ଭୂ-ଅର୍ଜନ, ଥଇଥାନ ଏବଂ ପୁନର୍ବସତି ପ୍ରାଧିକାରୀ ଅଦାଲତ ସମ୍ମୁଖରେ ହାଜର ହୁଅନ୍ତୁ। bbox=[711, 1090, 935, 1148]
notice1-title-2: ପ୍ରାଧିକାରୀ ଅଦାଲତ, କଟକ bbox=[737, 209, 909, 228]
table-cell bbox=[83, 1179, 123, 1193]
ghoshana-code: OIPR-24001/14/0157/2425 bbox=[575, 1449, 695, 1460]
col-header: ଗ୍ରାମାଞ୍ଚଳ/ ସହରାଞ୍ଚଳ bbox=[120, 962, 162, 994]
col-header: ତହସିଲ bbox=[392, 766, 419, 798]
table-header bbox=[370, 1059, 693, 1073]
col-header: ଅଧିଗ୍ରହଣ ରକବା bbox=[502, 1073, 552, 1096]
jami-table bbox=[369, 1058, 693, 1134]
dateline bbox=[108, 12, 187, 35]
dateline-date: ୧୨ ମାର୍ଚ୍ଚ, ୨୦୨୫ bbox=[108, 23, 162, 34]
table-cell: ସା-ଖଣ୍ଡରଗୁଣ୍ଡା, ଥା-ସଦର, ଜି-ମୟୂରଭଞ୍ଜ bbox=[205, 1179, 350, 1193]
col-header: ଜିଲ୍ଲା bbox=[12, 962, 50, 994]
notice2-versus: ବନାମ bbox=[814, 841, 832, 851]
ghoshana-signer: ସ୍ୱା./-(ମଧୁସ୍ମିତା ସାହୁ) bbox=[457, 939, 605, 958]
hunters-body: ବାଲେଶ୍ବର ଜିଲ୍ଲା ନୀଳଗିରି ଜଙ୍ଗଲରୁ ଦୁଇ ଶିକାରୀଙ୍କୁ ବନ ବିଭାଗ ଗିରଫ କରିଛି। ସେମାନଙ୍କ ଠାରୁ ବନ୍ୟଜନ୍ତୁଙ୍କ ହାଡ଼ ଓ ଚାରିଟି ଦେଶୀ ବନ୍ଧୁକ ଜବତ କରାଯାଇଛି। ଦୀର୍ଘ ଦିନ ଧରି ସେମାନେ ଜଙ୍ଗଲରେ ଶିକାର କରୁଥିବା ଅଭିଯୋଗ ହୋଇଥିଲା। bbox=[6, 529, 112, 614]
jami-village: ଗ୍ରାମ-ତେନ୍ତୁଲିପଦର (ଅତିରିକ୍ତ), ତହସିଲ-ବୌଦ୍ଧ, bbox=[420, 1017, 642, 1031]
main-body-5: ବାଲେଶ୍ବର ଜିଲ୍ଲା ନୀଳଗିରିରୁ ନକଲି ହନୁମାନ ପଇସା କାରବାରର ମୁଖ୍ୟ ଅଭିଯୁକ୍ତକୁ ପୋଲିସ ଗିରଫ କରିଛି। ତା' ଠାରୁ ବନ୍ଧୁକ, ଗୁଳି, ଟଙ୍କା ଓ ବିଭିନ୍ନ ସାମଗ୍ରୀ ଜବତ ହୋଇଛି। ରାଜ୍ୟର ବିଭିନ୍ନ ସ୍ଥାନରେ ସେ ଲୋକଙ୍କୁ ଠକୁଥିଲା ବୋଲି ଅଭିଯୋଗ। ପୋଲିସ ଏହି ମାମଲାର ଅଧିକ ତଦନ୍ତ ଜାରି ରଖିଛି। bbox=[576, 207, 698, 292]
cyan-dot bbox=[752, 1480, 760, 1488]
table-cell bbox=[12, 1179, 50, 1193]
col-header: ଖାତା ନଂ. bbox=[12, 1133, 50, 1156]
jami-sig2: ଖୋର୍ଦ୍ଧାରୋଡ଼-ବଲାଙ୍ଗୀର ନୂତନ ଓସାରିଆ bbox=[452, 1155, 610, 1167]
grey-swatch bbox=[250, 1478, 260, 1490]
table-cell: ୬ bbox=[534, 882, 569, 896]
cash-bundle bbox=[249, 155, 289, 175]
cash-bundle bbox=[251, 181, 291, 201]
notice3-english: Draft notice is approved. Petitioner to get it published in any of the four most widely circulated odia daily news papers namely The Samaj, The Sambad, The Prameya and The Dharitri within 15 days of its receipt. bbox=[121, 541, 344, 580]
black-dot bbox=[740, 1480, 748, 1488]
notice1-sig2: ଭୂ-ଅର୍ଜନ ଥଇଥାନ ଏବଂ ପୁନର୍ବସତି ପ୍ରାଧିକାରୀ ଅଦାଲତ, କଟକ bbox=[727, 549, 919, 559]
adhisuchana-ref bbox=[11, 789, 351, 799]
notice2-body-cont5: No.XXXIII-40: ୧. ଗଗନ ପ୍ରଧାନ, ୨. ପୂର୍ଣ୍ଣଚନ୍ଦ୍ର ପ୍ରଧାନ, ୩. ଗୋବିନ୍ଦ ପ୍ରଧାନ, ୪. ଭଗବାନ ପ୍ରଧାନ, ସା-ଖୋର୍ଦ୍ଧା, ଥା/ଜିଲ୍ଲା-ଖୋର୍ଦ୍ଧା। ପ୍ରତିବାଦୀମାନଙ୍କୁ ଜଣାଇ ଦିଆଯାଉଛି ଯେ ଉପରୋକ୍ତ ମାମଲାର ଶୁଣାଣି ନିମନ୍ତେ ଧାର୍ଯ୍ୟ ତାରିଖରେ ଏହି ଅଦାଲତରେ ନିଜେ କିମ୍ବା ଓକିଲଙ୍କ ଜରିଆରେ ହାଜର ହେବାକୁ ନିର୍ଦ୍ଦେଶ ଦିଆଯାଉଛି। ଅନ୍ୟଥା ଏକତରଫା ଶୁଣାଣି କରାଯିବ। ଭୂ-ଅର୍ଜନ, ଥଇଥାନ ଏବଂ ପୁନର୍ବସତି ପ୍ରାଧିକାରୀ ଅଦାଲତ ସମ୍ମୁଖରେ ହାଜର ହୁଅନ୍ତୁ। bbox=[711, 1150, 935, 1208]
table-cell: ୦.୪୮୦ bbox=[502, 1096, 552, 1119]
table-cell: ୦.୦୮ bbox=[123, 1156, 178, 1179]
col-number: ୪ bbox=[475, 1059, 503, 1073]
table-header bbox=[12, 962, 351, 994]
col-header: ଅଧିଗ୍ରହିତ ଜମିର ରକବା bbox=[613, 766, 658, 798]
notice2-english: Draft notice is approved. Petitioner to get it published in any of the four most widely circulated odia daily news papers namely The Samaj, The Sambad, The Prameya and The Dharitri within 15 days of its receipt. bbox=[711, 1211, 935, 1252]
notice1-sig1: ସ୍ଵାକ୍ଷର/- ପ୍ରିଜାଇଡିଂ ଅଫିସର bbox=[768, 537, 878, 548]
table-row bbox=[366, 798, 697, 821]
table-cell: ଏହି ସହିତ ସଂଲଗ୍ନ bbox=[197, 995, 232, 1018]
table-cell bbox=[123, 1179, 178, 1193]
notice1-rule: ଆଦେଶ-୫ ନିୟମ-୨୦ ଦେୱାନୀ କାର୍ଯ୍ୟବିଧି ସଂହିତା-୧୯୦୮ ଅନୁଯାୟୀ bbox=[736, 249, 910, 258]
notice2-case: ଏଲ୍.ଏ.କେସ୍ ନଂ.-୬୯/୨୦୧୯ bbox=[753, 802, 893, 818]
yellow-dot bbox=[776, 1480, 784, 1488]
sign-block: Sd/- Zone Officer-cum-L.A. Collector, S.I.P., Baripada Zone bbox=[176, 1221, 260, 1254]
col-header: ପ୍ଲଟ ନଂ. bbox=[542, 766, 577, 798]
table-row bbox=[366, 882, 697, 896]
col-header: ମୋଟ ରକବା bbox=[83, 1133, 123, 1156]
adhisuchana-gov: ଓଡ଼ିଶା ସରକାର bbox=[122, 719, 240, 743]
logo-years: Years bbox=[45, 35, 65, 43]
col-header: ଗ୍ରାମ bbox=[78, 962, 121, 994]
table-cell: ଏ. ୦.୪୮୦ bbox=[613, 798, 658, 821]
notice1-body-cont: No.XXXIII-44: ୧. ପ୍ରଦୁମ୍ନ ବେହେରା, ସ୍ଵାମୀ-ଲେଟ୍ ବେହେରା, ୨. ଅଧିକାରୀ ବେହେରା, ସା-ପାଟରାପଡ଼ା, ପୋ/ଥା-ବାଲୁଗାଁ, ଜିଲ୍ଲା-ଖୋର୍ଦ୍ଧା। ପ୍ରତିବାଦୀମାନଙ୍କୁ ଜଣାଇ ଦିଆଯାଉଛି ଯେ ଉପରୋକ୍ତ ମାମଲାର ଶୁଣାଣି ନିମନ୍ତେ ଧାର୍ଯ୍ୟ ତାରିଖରେ ଏହି ଅଦାଲତରେ ନିଜେ କିମ୍ବା ଓକିଲଙ୍କ ଜରିଆରେ ହାଜର ହେବାକୁ ନିର୍ଦ୍ଦେଶ ଦିଆଯାଉଛି। ଅନ୍ୟଥା ଏକତରଫା ଶୁଣାଣି କରାଯିବ। ଭୂ-ଅର୍ଜନ, ଥଇଥାନ ଏବଂ ପୁନର୍ବସତି ପ୍ରାଧିକାରୀ ଅଦାଲତ ସମ୍ମୁଖରେ ହାଜର ହୁଅନ୍ତୁ। bbox=[711, 367, 935, 425]
table-header bbox=[366, 858, 697, 881]
table-cell: ୧ bbox=[366, 882, 403, 896]
notice1-code: OIPR-24351/14/0052/2425 bbox=[711, 706, 819, 717]
col-header: ରକବା bbox=[475, 1073, 503, 1096]
ghoshana-gov: ଓଡ଼ିଶା ସରକାର bbox=[460, 378, 602, 407]
hunters-story bbox=[6, 376, 112, 710]
col-header: ପ୍ଲଟର ମୋଟ ରକବା bbox=[577, 766, 613, 798]
officer-head bbox=[478, 190, 496, 208]
hunters-body-cont: ବାଲେଶ୍ବର ଜିଲ୍ଲା ନୀଳଗିରି ଜଙ୍ଗଲରୁ ଦୁଇ ଶିକାରୀଙ୍କୁ ବନ ବିଭାଗ ଗିରଫ କରିଛି। ସେମାନଙ୍କ ଠାରୁ ବନ୍ୟଜନ୍ତୁଙ୍କ ହାଡ଼ ଓ ଚାରିଟି ଦେଶୀ ବନ୍ଧୁକ ଜବତ କରାଯାଇଛି। ଦୀର୍ଘ ଦିନ ଧରି ସେମାନେ ଜଙ୍ଗଲରେ ଶିକାର କରୁଥିବା ଅଭିଯୋଗ ହୋଇଥିଲା। bbox=[6, 615, 112, 700]
tafsil-kha-labels bbox=[365, 848, 697, 858]
magenta-dot bbox=[764, 1480, 772, 1488]
table-cell: ୫ bbox=[512, 882, 534, 896]
main-story-head bbox=[120, 60, 692, 116]
table-cell: ୨ bbox=[403, 882, 456, 896]
adhisuchana-order: ରାଜ୍ୟପାଳଙ୍କ ଆଦେଶକ୍ରମେ bbox=[222, 1044, 321, 1055]
schedule-title: ଭୂମି ଅନୁସୂଚୀ bbox=[141, 1083, 221, 1103]
portal-body-tail: ଭୁବନେଶ୍ବର,୧୧।୩(ବ୍ୟୁରୋ ସାହୁ) ରାଜ୍ୟର ବିଦ୍ୟାଳୟରେ ଅଧିକ ଶିକ୍ଷକଙ୍କ ସ୍ଥାନ ପୂରଣ ପାଇଁ ସରକାର ପଦକ୍ଷେପ ନେଇଛନ୍ତି। ଏଥିପାଇଁ ଚଳିତ ମାସ ୨୦ରୁ ଆବେଦନ ପ୍ରକ୍ରିୟା ଆରମ୍ଭ ହେବ। ବିଭାଗୀୟ ପୋର୍ଟାଲରେ ପ୍ରାର୍ଥୀମାନେ ଆବେଦନ କରିପାରିବେ। bbox=[6, 376, 112, 472]
dharitri-logo bbox=[22, 4, 88, 48]
grey-swatch bbox=[880, 1478, 890, 1490]
tafsil-ka-tahasil: ତହସିଲ-ବୌଦ୍ଧ bbox=[649, 754, 697, 764]
notice2-sig2: ଭୂ-ଅର୍ଜନ ଥଇଥାନ ଏବଂ ପୁନର୍ବସତି ପ୍ରାଧିକାରୀ ଅଦାଲତ, କଟକ bbox=[727, 1272, 919, 1282]
table-cell: ଗ୍ରାମାଞ୍ଚଳ bbox=[120, 995, 162, 1018]
col-header: କ୍ରମିକ ନଂ. bbox=[370, 1073, 405, 1096]
table-cell: ବୌଦ୍ଧ bbox=[392, 798, 419, 821]
total-cell: ୦.୪୮୦ bbox=[475, 1119, 503, 1133]
coin bbox=[321, 133, 333, 145]
notice3-rule: ଆଦେଶ-୫ ନିୟମ-୨୦ ଦେୱାନୀ କାର୍ଯ୍ୟବିଧି ସଂହିତା-୧୯୦୮ ଅନୁଯାୟୀ bbox=[149, 411, 323, 420]
table-cell: ୧ bbox=[370, 1096, 405, 1119]
table-cell bbox=[553, 1119, 693, 1133]
table-cell: ରେମୁଣା bbox=[50, 995, 78, 1018]
notice2-parties: ଭୂମି ଅଧିଗ୍ରହଣ ଅଧିକାରୀ ତଥା କଲେକ୍ଟର ଖୋର୍ଦ୍ଧା....ଆବେଦନକାରୀ bbox=[752, 819, 894, 841]
